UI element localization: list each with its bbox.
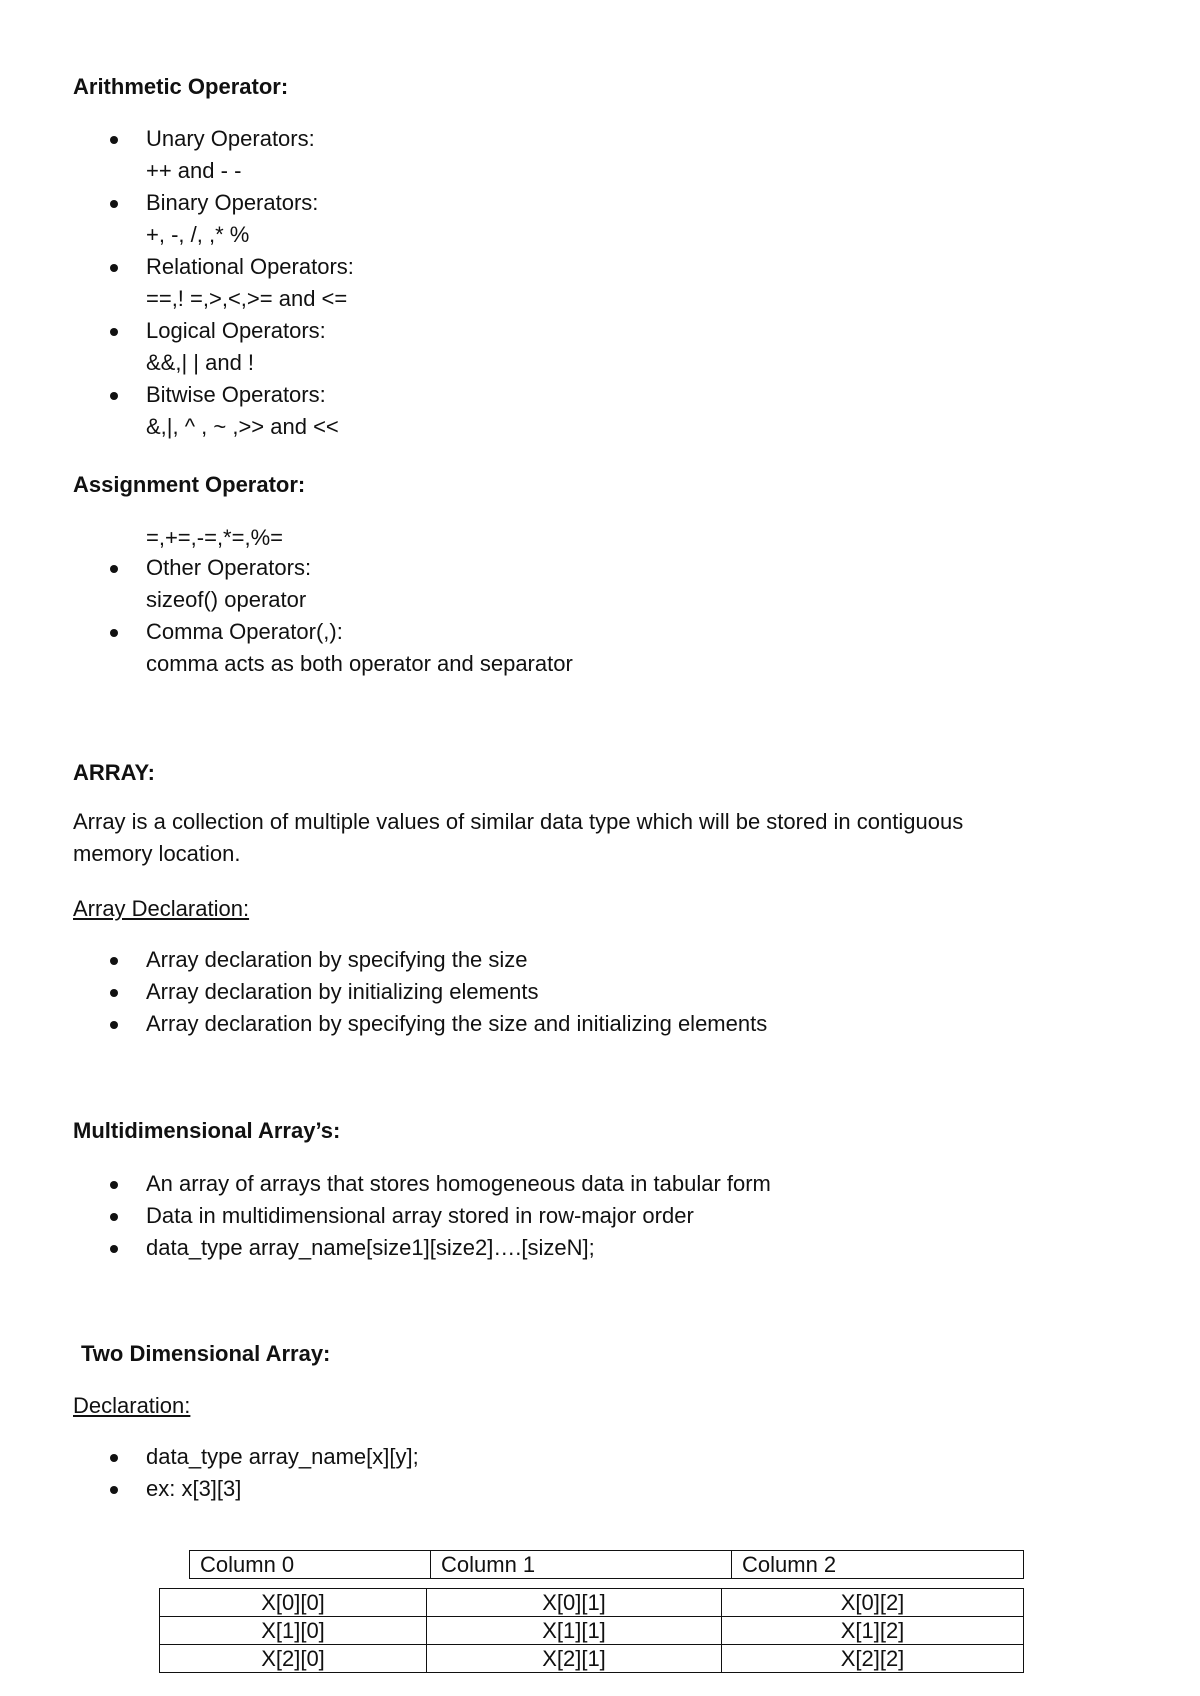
bullet-icon — [110, 957, 118, 965]
bullet-icon — [110, 1213, 118, 1221]
table-cell: X[0][2] — [722, 1589, 1024, 1617]
bullet-icon — [110, 1454, 118, 1462]
table-row — [160, 1589, 1024, 1617]
bullet-icon — [110, 1245, 118, 1253]
list-item: data_type array_name[x][y]; — [73, 1441, 419, 1473]
assignment-heading: Assignment Operator: — [73, 472, 306, 497]
array-definition-line-1: Array is a collection of multiple values of similar data type which will be stored in contiguous — [73, 809, 964, 834]
list-item: Relational Operators: ==,! =,>,<,>= and <= — [73, 251, 354, 315]
bullet-icon — [110, 136, 118, 144]
bullet-icon — [110, 264, 118, 272]
table-cell: X[1][1] — [427, 1617, 722, 1645]
list-item: Comma Operator(,): comma acts as both operator and separator — [73, 616, 573, 680]
bullet-icon — [110, 1181, 118, 1189]
table-cell: X[2][0] — [160, 1645, 427, 1673]
bullet-icon — [110, 392, 118, 400]
table-cell: X[2][1] — [427, 1645, 722, 1673]
list-item: Data in multidimensional array stored in row-major order — [73, 1200, 771, 1232]
bullet-icon — [110, 1021, 118, 1029]
two-dimensional-declaration-label: Declaration: — [73, 1393, 191, 1418]
two-dimensional-heading: Two Dimensional Array: — [81, 1341, 331, 1366]
bullet-icon — [110, 200, 118, 208]
arithmetic-list — [73, 123, 354, 443]
array-cells-table — [159, 1588, 1024, 1673]
bullet-icon — [110, 989, 118, 997]
table-header-cell: Column 0 — [190, 1551, 431, 1579]
list-item: Array declaration by specifying the size and initializing elements — [73, 1008, 767, 1040]
list-item: Array declaration by specifying the size — [73, 944, 767, 976]
table-cell: X[2][2] — [722, 1645, 1024, 1673]
list-item: Bitwise Operators: &,|, ^ , ~ ,>> and << — [73, 379, 354, 443]
table-header-cell: Column 1 — [431, 1551, 732, 1579]
list-item: data_type array_name[size1][size2]….[sizeN]; — [73, 1232, 771, 1264]
assignment-values: =,+=,-=,*=,%= — [146, 525, 283, 550]
table-cell: X[0][0] — [160, 1589, 427, 1617]
table-cell: X[1][0] — [160, 1617, 427, 1645]
list-item: Logical Operators: &&,| | and ! — [73, 315, 354, 379]
array-heading: ARRAY: — [73, 760, 155, 785]
list-item: Binary Operators: +, -, /, ,* % — [73, 187, 354, 251]
array-declaration-label: Array Declaration: — [73, 896, 250, 921]
array-header-table — [189, 1550, 1024, 1579]
bullet-icon — [110, 565, 118, 573]
table-cell: X[1][2] — [722, 1617, 1024, 1645]
table-row — [190, 1551, 1024, 1579]
table-cell: X[0][1] — [427, 1589, 722, 1617]
arithmetic-heading: Arithmetic Operator: — [73, 74, 289, 99]
list-item: Other Operators: sizeof() operator — [73, 552, 573, 616]
multidimensional-heading: Multidimensional Array’s: — [73, 1118, 341, 1143]
array-definition-line-2: memory location. — [73, 841, 241, 866]
list-item: Array declaration by initializing elements — [73, 976, 767, 1008]
list-item: ex: x[3][3] — [73, 1473, 419, 1505]
array-declaration-list — [73, 944, 767, 1040]
table-header-cell: Column 2 — [732, 1551, 1024, 1579]
list-item: An array of arrays that stores homogeneous data in tabular form — [73, 1168, 771, 1200]
bullet-icon — [110, 629, 118, 637]
bullet-icon — [110, 1486, 118, 1494]
table-row — [160, 1645, 1024, 1673]
multidimensional-list — [73, 1168, 771, 1264]
list-item: Unary Operators: ++ and - - — [73, 123, 354, 187]
two-dimensional-list — [73, 1441, 419, 1505]
table-row — [160, 1617, 1024, 1645]
bullet-icon — [110, 328, 118, 336]
assignment-list — [73, 552, 573, 680]
